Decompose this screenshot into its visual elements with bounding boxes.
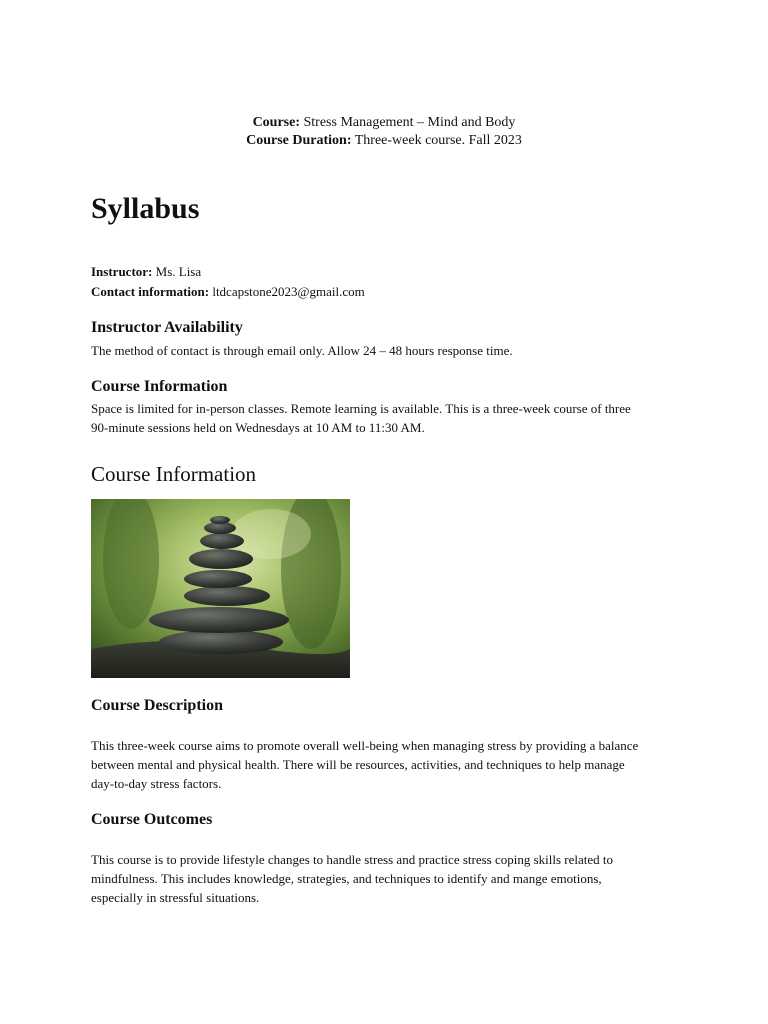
stacked-stones-photo xyxy=(91,499,350,678)
course-info-heading: Course Information xyxy=(91,378,228,395)
course-info-heading-large: Course Information xyxy=(91,462,257,486)
duration-label: Course Duration: xyxy=(246,133,352,148)
description-heading: Course Description xyxy=(91,697,223,714)
course-info-text-2: 90-minute sessions held on Wednesdays at 10 AM to 11:30 AM. xyxy=(91,420,425,435)
availability-heading: Instructor Availability xyxy=(91,319,243,336)
course-header xyxy=(0,114,768,150)
outcomes-text-3: especially in stressful situations. xyxy=(91,890,260,905)
description-text-2: between mental and physical health. There will be resources, activities, and techniques to help manage xyxy=(91,757,625,772)
duration-line xyxy=(0,132,768,150)
contact-line xyxy=(91,282,365,302)
contact-email: ltdcapstone2023@gmail.com xyxy=(212,284,365,299)
instructor-label: Instructor: xyxy=(91,264,153,279)
outcomes-text-2: mindfulness. This includes knowledge, strategies, and techniques to identify and mange emotions, xyxy=(91,871,602,886)
description-text-1: This three-week course aims to promote overall well-being when managing stress by providing a balance xyxy=(91,738,639,753)
duration-value: Three-week course. Fall 2023 xyxy=(354,133,522,148)
page-title: Syllabus xyxy=(91,192,200,225)
description-text-3: day-to-day stress factors. xyxy=(91,776,222,791)
instructor-line xyxy=(91,262,201,282)
course-line xyxy=(0,114,768,132)
course-info-text-1: Space is limited for in-person classes. Remote learning is available. This is a three-week course of three xyxy=(91,401,631,416)
availability-text: The method of contact is through email only. Allow 24 – 48 hours response time. xyxy=(91,343,513,358)
course-label: Course: xyxy=(252,115,300,130)
contact-label: Contact information: xyxy=(91,284,210,299)
course-value: Stress Management – Mind and Body xyxy=(303,115,516,130)
instructor-value: Ms. Lisa xyxy=(155,264,202,279)
outcomes-heading: Course Outcomes xyxy=(91,811,213,828)
outcomes-text-1: This course is to provide lifestyle changes to handle stress and practice stress coping skills related to xyxy=(91,852,614,867)
